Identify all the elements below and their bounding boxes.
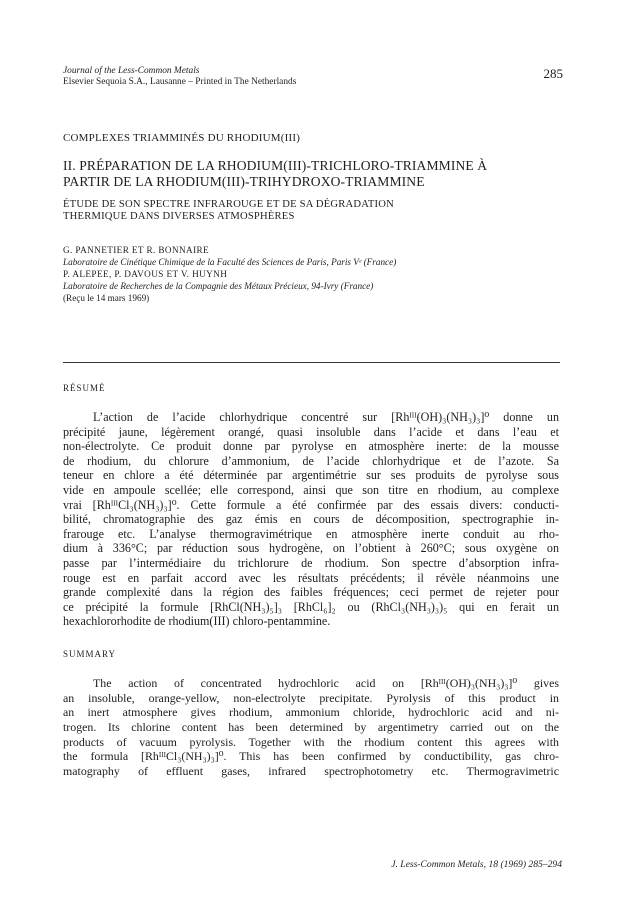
title-line: II. PRÉPARATION DE LA RHODIUM(III)-TRICHLORO-TRIAMMINE À [63, 158, 488, 173]
resume-line: ce précipité la formule [RhCl(NH₃)₅]₃ [RhCl₆]₂ ou (RhCl₃(NH₃)₃)₅ qui en ferait un [63, 599, 559, 614]
resume-line: bilité, chromatographie des gaz émis en cours de décomposition, spectrographie in- [63, 512, 559, 527]
resume-line: passe par l’intermédiaire du trichlorure de rhodium. Son spectre d’absorption infra- [63, 555, 559, 570]
subtitle-line: ÉTUDE DE SON SPECTRE INFRAROUGE ET DE SA DÉGRADATION [63, 199, 394, 210]
resume-line: grande complexité dans la région des faibles fréquences; ceci permet de rejeter pour [63, 585, 559, 600]
summary-body [63, 676, 559, 779]
resume-body [63, 410, 559, 629]
author-names-1: G. PANNETIER ET R. BONNAIRE [63, 245, 210, 255]
resume-line: de rhodium, du chlorure d’ammonium, de l’acide chlorhydrique et de l’azote. Sa [63, 453, 559, 468]
resume-line: dium à 336°C; par réduction sous hydrogène, on l’obtient à 260°C; sous oxygène on [63, 541, 559, 556]
resume-heading: RÉSUMÉ [63, 383, 106, 393]
resume-line: non-électrolyte. Ce produit donne par pyrolyse en atmosphère inerte: de la mousse [63, 439, 559, 454]
resume-line: frarouge etc. L’analyse thermogravimétrique en atmosphère inerte conduit au rho- [63, 526, 559, 541]
citation-footer: J. Less-Common Metals, 18 (1969) 285–294 [391, 859, 562, 870]
summary-line: the formula [RhᴵᴵᴵCl₃(NH₃)₃]⁰. This has been confirmed by conductibility, gas chro- [63, 749, 559, 764]
page-number: 285 [543, 66, 563, 81]
resume-line: vide en ampoule scellée; elle correspond, ainsi que son titre en rhodium, au complexe [63, 482, 559, 497]
subtitle-line: THERMIQUE DANS DIVERSES ATMOSPHÈRES [63, 210, 295, 222]
title-line: PARTIR DE LA RHODIUM(III)-TRIHYDROXO-TRIAMMINE [63, 173, 425, 189]
resume-line: L’action de l’acide chlorhydrique concentré sur [Rhᴵᴵᴵ(OH)₃(NH₃)₃]⁰ donne un [93, 410, 559, 424]
summary-line: The action of concentrated hydrochloric acid on [Rhᴵᴵᴵ(OH)₃(NH₃)₃]⁰ gives [93, 675, 559, 690]
resume-line: vrai [RhᴵᴵᴵCl₃(NH₃)₃]⁰. Cette formule a été confirmée par des essais divers: conducti- [63, 497, 559, 512]
article-title [63, 158, 559, 189]
journal-name: Journal of the Less-Common Metals [63, 66, 200, 76]
resume-line: précipité jaune, légèrement orangé, quasi insoluble dans l’acide et dans l’eau et [63, 424, 559, 439]
resume-line: teneur en chlore a été déterminée par argentimétrie sur ses produits de pyrolyse sous [63, 468, 559, 483]
author-block [63, 244, 559, 304]
article-subtitle [63, 199, 559, 222]
publisher-line: Elsevier Sequoia S.A., Lausanne – Printed in The Netherlands [63, 77, 297, 87]
summary-line: trogen. Its chlorine content has been determined by argentimetry carried out on the [63, 720, 559, 735]
article-page [63, 66, 563, 779]
summary-line: an inert atmosphere gives rhodium, ammonium chloride, hydrochloric acid and ni- [63, 705, 559, 720]
summary-line: an insoluble, orange-yellow, non-electrolyte precipitate. Pyrolysis of this product in [63, 690, 559, 705]
received-date: (Reçu le 14 mars 1969) [63, 293, 150, 303]
affiliation-2: Laboratoire de Recherches de la Compagnie des Métaux Précieux, 94-Ivry (France) [63, 281, 374, 291]
resume-line: rouge est en parfait accord avec les résultats précédents; il révèle néanmoins une [63, 570, 559, 585]
section-divider [63, 362, 560, 363]
summary-heading: SUMMARY [63, 648, 117, 659]
series-title: COMPLEXES TRIAMMINÉS DU RHODIUM(III) [63, 132, 301, 144]
affiliation-1: Laboratoire de Cinétique Chimique de la Faculté des Sciences de Paris, Paris Vᵉ (France) [63, 257, 397, 267]
summary-line: products of vacuum pyrolysis. Together with the rhodium content this agrees with [63, 734, 559, 749]
summary-line: matography of effluent gases, infrared spectrophotometry etc. Thermogravimetric [63, 764, 559, 779]
running-header [63, 66, 563, 88]
author-names-2: P. ALEPEE, P. DAVOUS ET V. HUYNH [63, 269, 228, 279]
resume-line: hexachlororhodite de rhodium(III) chloro-pentammine. [63, 614, 331, 629]
